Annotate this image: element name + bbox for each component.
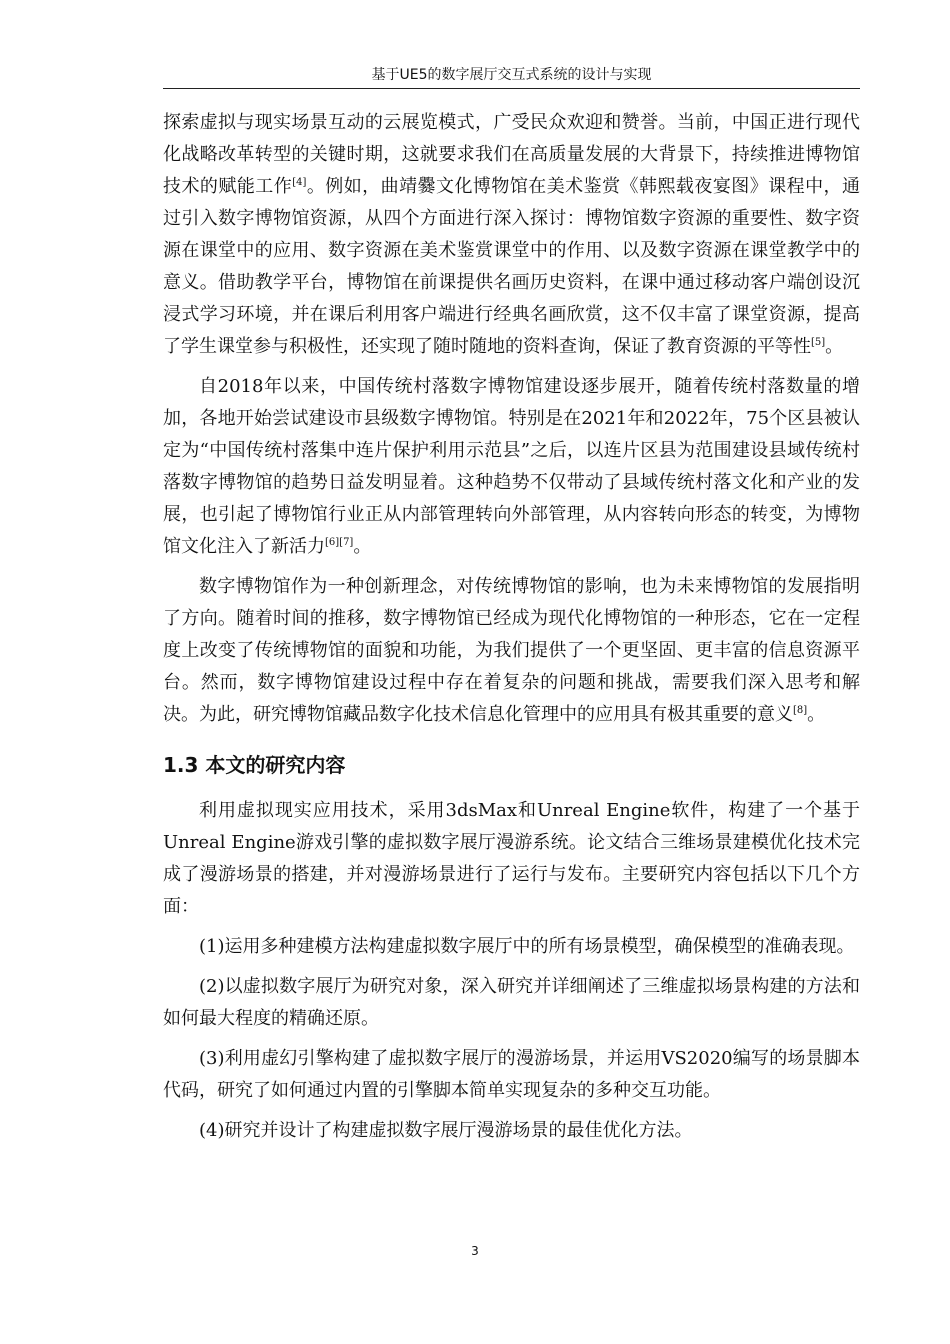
running-header: 基于UE5的数字展厅交互式系统的设计与实现	[371, 67, 652, 83]
section-intro: 利用虚拟现实应用技术，采用3dsMax和Unreal Engine软件，构建了一个基于Unreal Engine游戏引擎的虚拟数字展厅漫游系统。论文结合三维场景建模优化技术完成了漫游场景的搭建，并对漫游场景进行了运行与发布。主要研究内容包括以下几个方面：	[163, 800, 860, 917]
paragraph-text: 。	[353, 536, 372, 557]
paragraph-1	[163, 107, 860, 363]
citation: [4]	[292, 177, 307, 188]
paragraph-2	[163, 371, 860, 563]
paragraph-text: 。	[807, 704, 826, 725]
list-item: (4)研究并设计了构建虚拟数字展厅漫游场景的最佳优化方法。	[199, 1120, 693, 1141]
citation: [6][7]	[325, 537, 354, 548]
citation: [8]	[793, 705, 808, 716]
list-item: (3)利用虚幻引擎构建了虚拟数字展厅的漫游场景，并运用VS2020编写的场景脚本代码，研究了如何通过内置的引擎脚本简单实现复杂的多种交互功能。	[163, 1048, 860, 1101]
paragraph-3	[163, 571, 860, 731]
paragraph-text: 。例如，曲靖爨文化博物馆在美术鉴赏《韩熙载夜宴图》课程中，通过引入数字博物馆资源，从四个方面进行深入探讨：博物馆数字资源的重要性、数字资源在课堂中的应用、数字资源在美术鉴赏课堂中的作用、以及数字资源在课堂教学中的意义。借助教学平台，博物馆在前课提供名画历史资料，在课中通过移动客户端创设沉浸式学习环境，并在课后利用客户端进行经典名画欣赏，这不仅丰富了课堂资源，提高了学生课堂参与积极性，还实现了随时随地的资料查询，保证了教育资源的平等性	[163, 176, 861, 357]
list-item: (2)以虚拟数字展厅为研究对象，深入研究并详细阐述了三维虚拟场景构建的方法和如何最大程度的精确还原。	[163, 976, 860, 1029]
citation: [5]	[811, 337, 826, 348]
page-body	[163, 107, 860, 1147]
list-item: (1)运用多种建模方法构建虚拟数字展厅中的所有场景模型，确保模型的准确表现。	[199, 936, 855, 957]
paragraph-text: 数字博物馆作为一种创新理念，对传统博物馆的影响，也为未来博物馆的发展指明了方向。随着时间的推移，数字博物馆已经成为现代化博物馆的一种形态，它在一定程度上改变了传统博物馆的面貌和功能，为我们提供了一个更坚固、更丰富的信息资源平台。然而，数字博物馆建设过程中存在着复杂的问题和挑战，需要我们深入思考和解决。为此，研究博物馆藏品数字化技术信息化管理中的应用具有极其重要的意义	[163, 576, 860, 725]
paragraph-text: 。	[825, 336, 844, 357]
header-divider	[163, 88, 860, 89]
section-heading: 1.3 本文的研究内容	[163, 753, 346, 777]
page-number: 3	[471, 1244, 479, 1258]
paragraph-text: 自2018年以来，中国传统村落数字博物馆建设逐步展开，随着传统村落数量的增加，各地开始尝试建设市县级数字博物馆。特别是在2021年和2022年，75个区县被认定为“中国传统村落集中连片保护利用示范县”之后，以连片区县为范围建设县域传统村落数字博物馆的趋势日益发明显着。这种趋势不仅带动了县域传统村落文化和产业的发展，也引起了博物馆行业正从内部管理转向外部管理，从内容转向形态的转变，为博物馆文化注入了新活力	[163, 376, 860, 557]
paragraph-text: 探索虚拟与现实场景互动的云展览模式，广受民众欢迎和赞誉。当前，中国正进行现代化战略改革转型的关键时期，这就要求我们在高质量发展的大背景下，持续推进博物馆技术的赋能工作	[163, 112, 860, 197]
